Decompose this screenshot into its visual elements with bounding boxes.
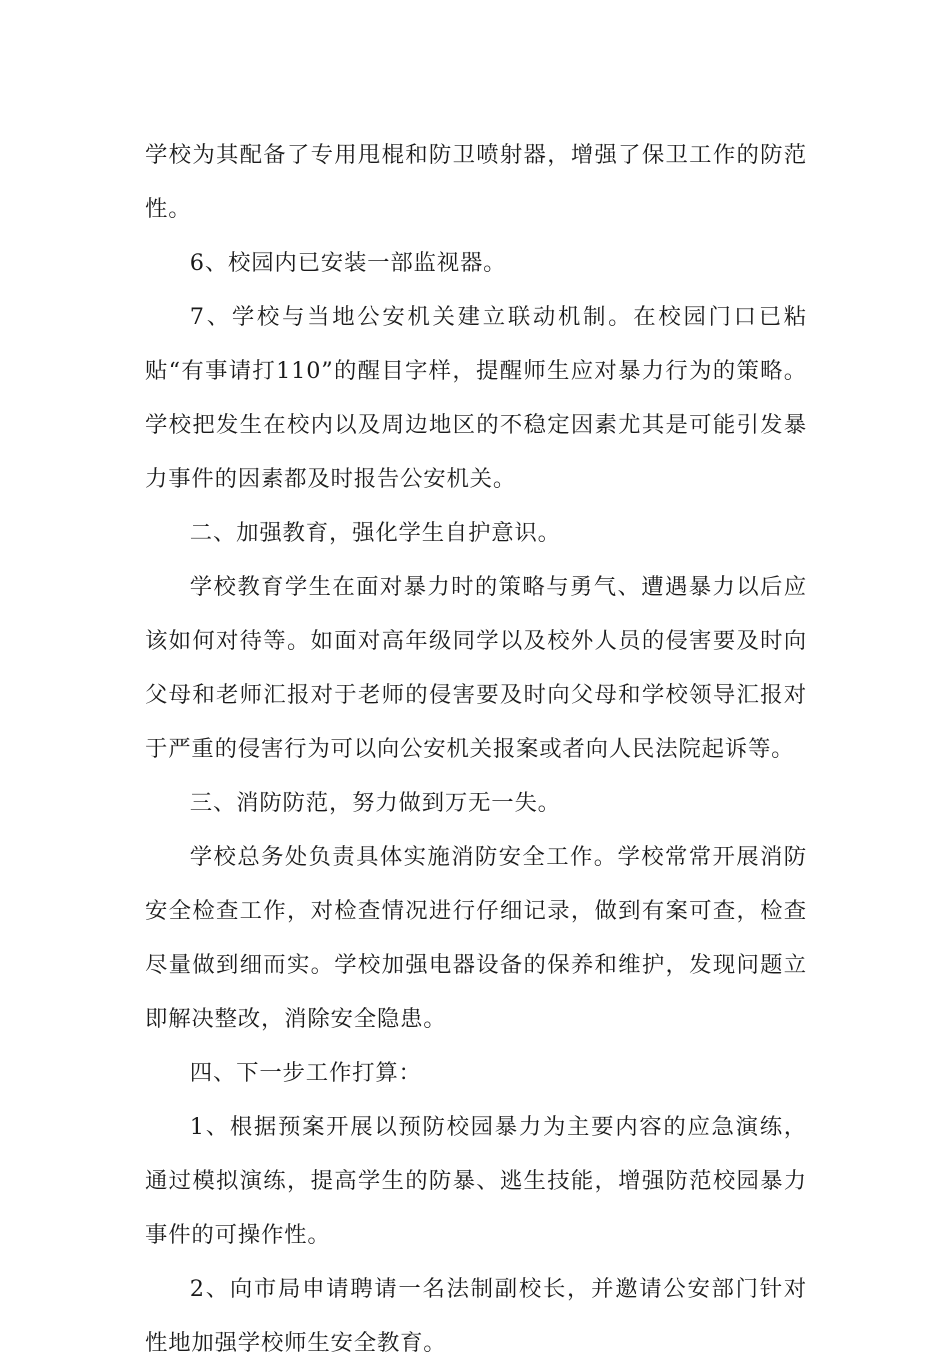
paragraph-item-6: 6、校园内已安装一部监视器。: [189, 250, 507, 276]
paragraph-plan-item-1: 1、根据预案开展以预防校园暴力为主要内容的应急演练，通过模拟演练，提高学生的防暴、逃生技能，增强防范校园暴力事件的可操作性。: [145, 1114, 807, 1248]
section-heading-2: 二、加强教育，强化学生自护意识。: [189, 520, 561, 546]
paragraph-continued: 学校为其配备了专用甩棍和防卫喷射器，增强了保卫工作的防范性。: [145, 142, 807, 222]
section-heading-4: 四、下一步工作打算：: [189, 1060, 422, 1086]
paragraph-plan-item-2: 2、向市局申请聘请一名法制副校长，并邀请公安部门针对性地加强学校师生安全教育。: [145, 1276, 807, 1356]
paragraph-fire-safety: 学校总务处负责具体实施消防安全工作。学校常常开展消防安全检查工作，对检查情况进行仔细记录，做到有案可查，检查尽量做到细而实。学校加强电器设备的保养和维护，发现问题立即解决整改，消除安全隐患。: [145, 844, 807, 1032]
section-heading-3: 三、消防防范，努力做到万无一失。: [189, 790, 561, 816]
paragraph-item-7: 7、学校与当地公安机关建立联动机制。在校园门口已粘贴“有事请打110”的醒目字样，提醒师生应对暴力行为的策略。学校把发生在校内以及周边地区的不稳定因素尤其是可能引发暴力事件的因素都及时报告公安机关。: [145, 304, 807, 492]
document-body: [145, 128, 807, 1370]
paragraph-education: 学校教育学生在面对暴力时的策略与勇气、遭遇暴力以后应该如何对待等。如面对高年级同学以及校外人员的侵害要及时向父母和老师汇报对于老师的侵害要及时向父母和学校领导汇报对于严重的侵害行为可以向公安机关报案或者向人民法院起诉等。: [145, 574, 807, 762]
